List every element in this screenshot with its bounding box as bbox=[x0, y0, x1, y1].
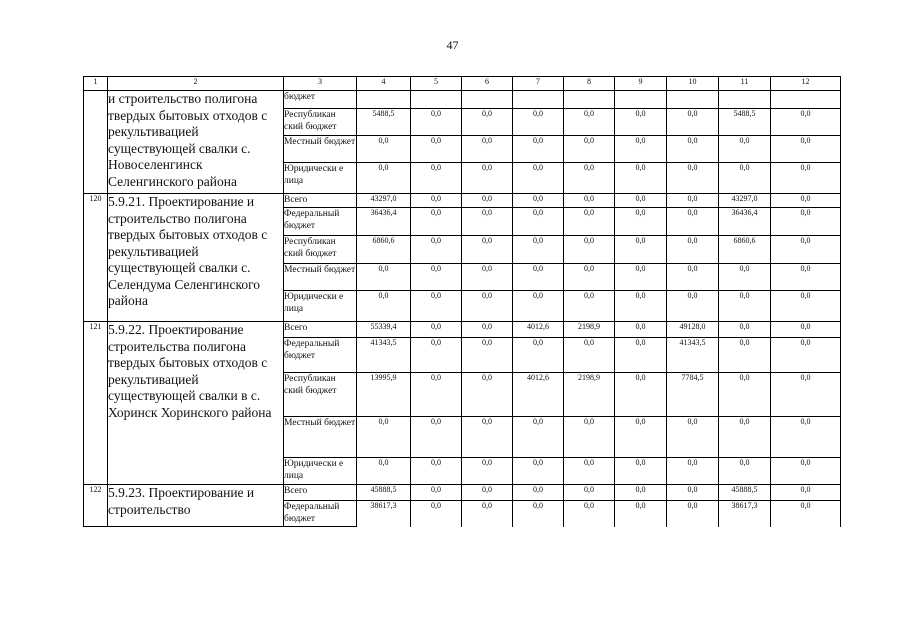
value-cell: 0,0 bbox=[564, 163, 615, 194]
value-cell: 0,0 bbox=[411, 501, 462, 527]
value-cell: 0,0 bbox=[719, 322, 771, 338]
value-cell: 0,0 bbox=[771, 264, 841, 291]
value-cell: 0,0 bbox=[411, 136, 462, 163]
value-cell: 41343,5 bbox=[357, 338, 411, 373]
value-cell: 0,0 bbox=[719, 163, 771, 194]
column-header: 3 bbox=[284, 77, 357, 91]
value-cell: 0,0 bbox=[513, 291, 564, 322]
column-header: 7 bbox=[513, 77, 564, 91]
value-cell: 0,0 bbox=[615, 338, 667, 373]
value-cell: 0,0 bbox=[411, 373, 462, 417]
column-header: 2 bbox=[108, 77, 284, 91]
value-cell: 0,0 bbox=[462, 291, 513, 322]
value-cell: 0,0 bbox=[564, 417, 615, 458]
value-cell: 0,0 bbox=[615, 291, 667, 322]
value-cell: 0,0 bbox=[513, 194, 564, 208]
value-cell: 0,0 bbox=[411, 109, 462, 136]
value-cell: 0,0 bbox=[667, 458, 719, 485]
value-cell: 0,0 bbox=[615, 373, 667, 417]
value-cell: 4012,6 bbox=[513, 322, 564, 338]
value-cell: 0,0 bbox=[667, 291, 719, 322]
value-cell: 0,0 bbox=[513, 109, 564, 136]
value-cell: 0,0 bbox=[615, 417, 667, 458]
funding-source: Федеральный бюджет bbox=[284, 501, 357, 527]
value-cell: 0,0 bbox=[462, 458, 513, 485]
value-cell: 0,0 bbox=[357, 136, 411, 163]
funding-source: Местный бюджет bbox=[284, 136, 357, 163]
value-cell: 4012,6 bbox=[513, 373, 564, 417]
value-cell bbox=[615, 91, 667, 109]
value-cell: 0,0 bbox=[771, 373, 841, 417]
value-cell: 0,0 bbox=[564, 485, 615, 501]
value-cell: 0,0 bbox=[667, 109, 719, 136]
column-header: 11 bbox=[719, 77, 771, 91]
value-cell: 0,0 bbox=[462, 163, 513, 194]
funding-source: Федеральный бюджет bbox=[284, 208, 357, 236]
page-number: 47 bbox=[446, 38, 459, 52]
value-cell: 43297,0 bbox=[357, 194, 411, 208]
value-cell: 0,0 bbox=[357, 291, 411, 322]
value-cell: 0,0 bbox=[564, 264, 615, 291]
value-cell: 0,0 bbox=[411, 163, 462, 194]
value-cell: 0,0 bbox=[564, 501, 615, 527]
column-header: 4 bbox=[357, 77, 411, 91]
value-cell: 0,0 bbox=[771, 291, 841, 322]
value-cell: 0,0 bbox=[462, 322, 513, 338]
value-cell: 0,0 bbox=[719, 338, 771, 373]
column-header: 8 bbox=[564, 77, 615, 91]
table-row bbox=[84, 485, 841, 501]
value-cell: 0,0 bbox=[513, 485, 564, 501]
funding-source: Юридически е лица bbox=[284, 291, 357, 322]
column-header: 10 bbox=[667, 77, 719, 91]
value-cell: 55339,4 bbox=[357, 322, 411, 338]
value-cell: 0,0 bbox=[615, 501, 667, 527]
value-cell: 0,0 bbox=[564, 208, 615, 236]
funding-source: Местный бюджет bbox=[284, 264, 357, 291]
value-cell: 0,0 bbox=[771, 338, 841, 373]
value-cell: 0,0 bbox=[615, 458, 667, 485]
value-cell: 0,0 bbox=[462, 417, 513, 458]
value-cell: 0,0 bbox=[564, 236, 615, 264]
value-cell: 0,0 bbox=[615, 109, 667, 136]
value-cell: 0,0 bbox=[357, 264, 411, 291]
value-cell: 0,0 bbox=[719, 136, 771, 163]
value-cell: 0,0 bbox=[513, 208, 564, 236]
value-cell bbox=[357, 91, 411, 109]
value-cell: 38617,3 bbox=[719, 501, 771, 527]
value-cell: 0,0 bbox=[771, 136, 841, 163]
funding-source: Всего bbox=[284, 194, 357, 208]
value-cell bbox=[564, 91, 615, 109]
value-cell: 0,0 bbox=[615, 264, 667, 291]
column-header: 1 bbox=[84, 77, 108, 91]
value-cell: 0,0 bbox=[564, 291, 615, 322]
value-cell: 0,0 bbox=[667, 136, 719, 163]
value-cell: 49128,0 bbox=[667, 322, 719, 338]
value-cell: 0,0 bbox=[667, 417, 719, 458]
value-cell: 0,0 bbox=[411, 322, 462, 338]
value-cell: 0,0 bbox=[462, 264, 513, 291]
value-cell: 0,0 bbox=[411, 264, 462, 291]
value-cell: 0,0 bbox=[462, 136, 513, 163]
value-cell: 0,0 bbox=[411, 236, 462, 264]
value-cell: 0,0 bbox=[667, 501, 719, 527]
value-cell: 0,0 bbox=[615, 208, 667, 236]
value-cell: 0,0 bbox=[411, 208, 462, 236]
value-cell: 0,0 bbox=[513, 338, 564, 373]
value-cell: 0,0 bbox=[771, 236, 841, 264]
value-cell: 5488,5 bbox=[357, 109, 411, 136]
value-cell bbox=[462, 91, 513, 109]
value-cell: 0,0 bbox=[564, 109, 615, 136]
value-cell: 45888,5 bbox=[357, 485, 411, 501]
value-cell: 0,0 bbox=[667, 485, 719, 501]
value-cell bbox=[667, 91, 719, 109]
value-cell: 0,0 bbox=[719, 291, 771, 322]
value-cell: 0,0 bbox=[667, 194, 719, 208]
value-cell: 0,0 bbox=[615, 163, 667, 194]
value-cell: 0,0 bbox=[513, 136, 564, 163]
funding-source: Юридически е лица bbox=[284, 458, 357, 485]
value-cell: 0,0 bbox=[513, 458, 564, 485]
value-cell: 6860,6 bbox=[357, 236, 411, 264]
value-cell: 0,0 bbox=[667, 163, 719, 194]
value-cell: 0,0 bbox=[771, 109, 841, 136]
value-cell: 5488,5 bbox=[719, 109, 771, 136]
value-cell: 0,0 bbox=[513, 417, 564, 458]
funding-source: Федеральный бюджет bbox=[284, 338, 357, 373]
value-cell: 0,0 bbox=[513, 236, 564, 264]
value-cell: 0,0 bbox=[667, 208, 719, 236]
value-cell: 0,0 bbox=[667, 264, 719, 291]
value-cell: 0,0 bbox=[357, 163, 411, 194]
value-cell: 0,0 bbox=[462, 208, 513, 236]
funding-source: Республикан ский бюджет bbox=[284, 236, 357, 264]
funding-source: Всего bbox=[284, 322, 357, 338]
value-cell: 0,0 bbox=[564, 458, 615, 485]
funding-source: Республикан ский бюджет bbox=[284, 373, 357, 417]
column-header: 12 bbox=[771, 77, 841, 91]
value-cell: 0,0 bbox=[411, 194, 462, 208]
value-cell: 0,0 bbox=[615, 322, 667, 338]
column-header: 6 bbox=[462, 77, 513, 91]
value-cell: 0,0 bbox=[513, 264, 564, 291]
value-cell: 0,0 bbox=[771, 163, 841, 194]
value-cell: 0,0 bbox=[411, 458, 462, 485]
measure-name: 5.9.21. Проектирование и строительство полигона твердых бытовых отходов с рекультивацией существующей свалки с. Селендума Селенгинского района bbox=[108, 194, 284, 322]
row-number: 120 bbox=[84, 194, 108, 322]
value-cell: 13995,9 bbox=[357, 373, 411, 417]
value-cell: 7784,5 bbox=[667, 373, 719, 417]
value-cell bbox=[513, 91, 564, 109]
value-cell: 0,0 bbox=[462, 501, 513, 527]
row-number: 122 bbox=[84, 485, 108, 527]
value-cell: 0,0 bbox=[357, 458, 411, 485]
measure-name: и строительство полигона твердых бытовых отходов с рекультивацией существующей свалки с. Новоселенгинск Селенгинского района bbox=[108, 91, 284, 194]
column-header: 9 bbox=[615, 77, 667, 91]
value-cell: 0,0 bbox=[719, 264, 771, 291]
row-number: 121 bbox=[84, 322, 108, 485]
measure-name: 5.9.23. Проектирование и строительство bbox=[108, 485, 284, 527]
value-cell: 0,0 bbox=[462, 236, 513, 264]
value-cell: 0,0 bbox=[462, 373, 513, 417]
value-cell: 0,0 bbox=[564, 136, 615, 163]
value-cell: 2198,9 bbox=[564, 373, 615, 417]
value-cell: 0,0 bbox=[771, 194, 841, 208]
value-cell: 6860,6 bbox=[719, 236, 771, 264]
measure-name: 5.9.22. Проектирование строительства полигона твердых бытовых отходов с рекультивацией существующей свалки в с. Хоринск Хоринского района bbox=[108, 322, 284, 485]
value-cell: 0,0 bbox=[719, 373, 771, 417]
funding-source: Юридически е лица bbox=[284, 163, 357, 194]
value-cell: 0,0 bbox=[513, 501, 564, 527]
header-row bbox=[84, 77, 841, 91]
value-cell: 0,0 bbox=[411, 291, 462, 322]
value-cell: 0,0 bbox=[771, 458, 841, 485]
value-cell: 0,0 bbox=[667, 236, 719, 264]
value-cell: 36436,4 bbox=[719, 208, 771, 236]
funding-source: Республикан ский бюджет bbox=[284, 109, 357, 136]
funding-source: Местный бюджет bbox=[284, 417, 357, 458]
value-cell: 0,0 bbox=[462, 485, 513, 501]
value-cell: 0,0 bbox=[462, 194, 513, 208]
value-cell bbox=[771, 91, 841, 109]
value-cell: 0,0 bbox=[357, 417, 411, 458]
column-header: 5 bbox=[411, 77, 462, 91]
funding-source: бюджет bbox=[284, 91, 357, 109]
value-cell: 0,0 bbox=[462, 109, 513, 136]
value-cell: 0,0 bbox=[564, 338, 615, 373]
value-cell: 41343,5 bbox=[667, 338, 719, 373]
row-number bbox=[84, 91, 108, 194]
value-cell: 43297,0 bbox=[719, 194, 771, 208]
value-cell: 0,0 bbox=[771, 501, 841, 527]
value-cell: 0,0 bbox=[615, 485, 667, 501]
value-cell: 0,0 bbox=[719, 458, 771, 485]
value-cell: 0,0 bbox=[771, 322, 841, 338]
value-cell: 2198,9 bbox=[564, 322, 615, 338]
table-row bbox=[84, 91, 841, 109]
value-cell bbox=[719, 91, 771, 109]
funding-source: Всего bbox=[284, 485, 357, 501]
table-row bbox=[84, 194, 841, 208]
value-cell: 0,0 bbox=[771, 208, 841, 236]
value-cell: 0,0 bbox=[411, 338, 462, 373]
value-cell: 0,0 bbox=[564, 194, 615, 208]
value-cell: 0,0 bbox=[771, 417, 841, 458]
value-cell: 0,0 bbox=[615, 136, 667, 163]
value-cell: 0,0 bbox=[462, 338, 513, 373]
table-row bbox=[84, 322, 841, 338]
value-cell: 0,0 bbox=[513, 163, 564, 194]
value-cell: 0,0 bbox=[615, 194, 667, 208]
value-cell: 0,0 bbox=[411, 485, 462, 501]
value-cell: 0,0 bbox=[615, 236, 667, 264]
value-cell: 38617,3 bbox=[357, 501, 411, 527]
budget-table bbox=[83, 76, 841, 527]
value-cell: 45888,5 bbox=[719, 485, 771, 501]
value-cell: 0,0 bbox=[771, 485, 841, 501]
value-cell: 0,0 bbox=[411, 417, 462, 458]
value-cell: 0,0 bbox=[719, 417, 771, 458]
value-cell bbox=[411, 91, 462, 109]
value-cell: 36436,4 bbox=[357, 208, 411, 236]
